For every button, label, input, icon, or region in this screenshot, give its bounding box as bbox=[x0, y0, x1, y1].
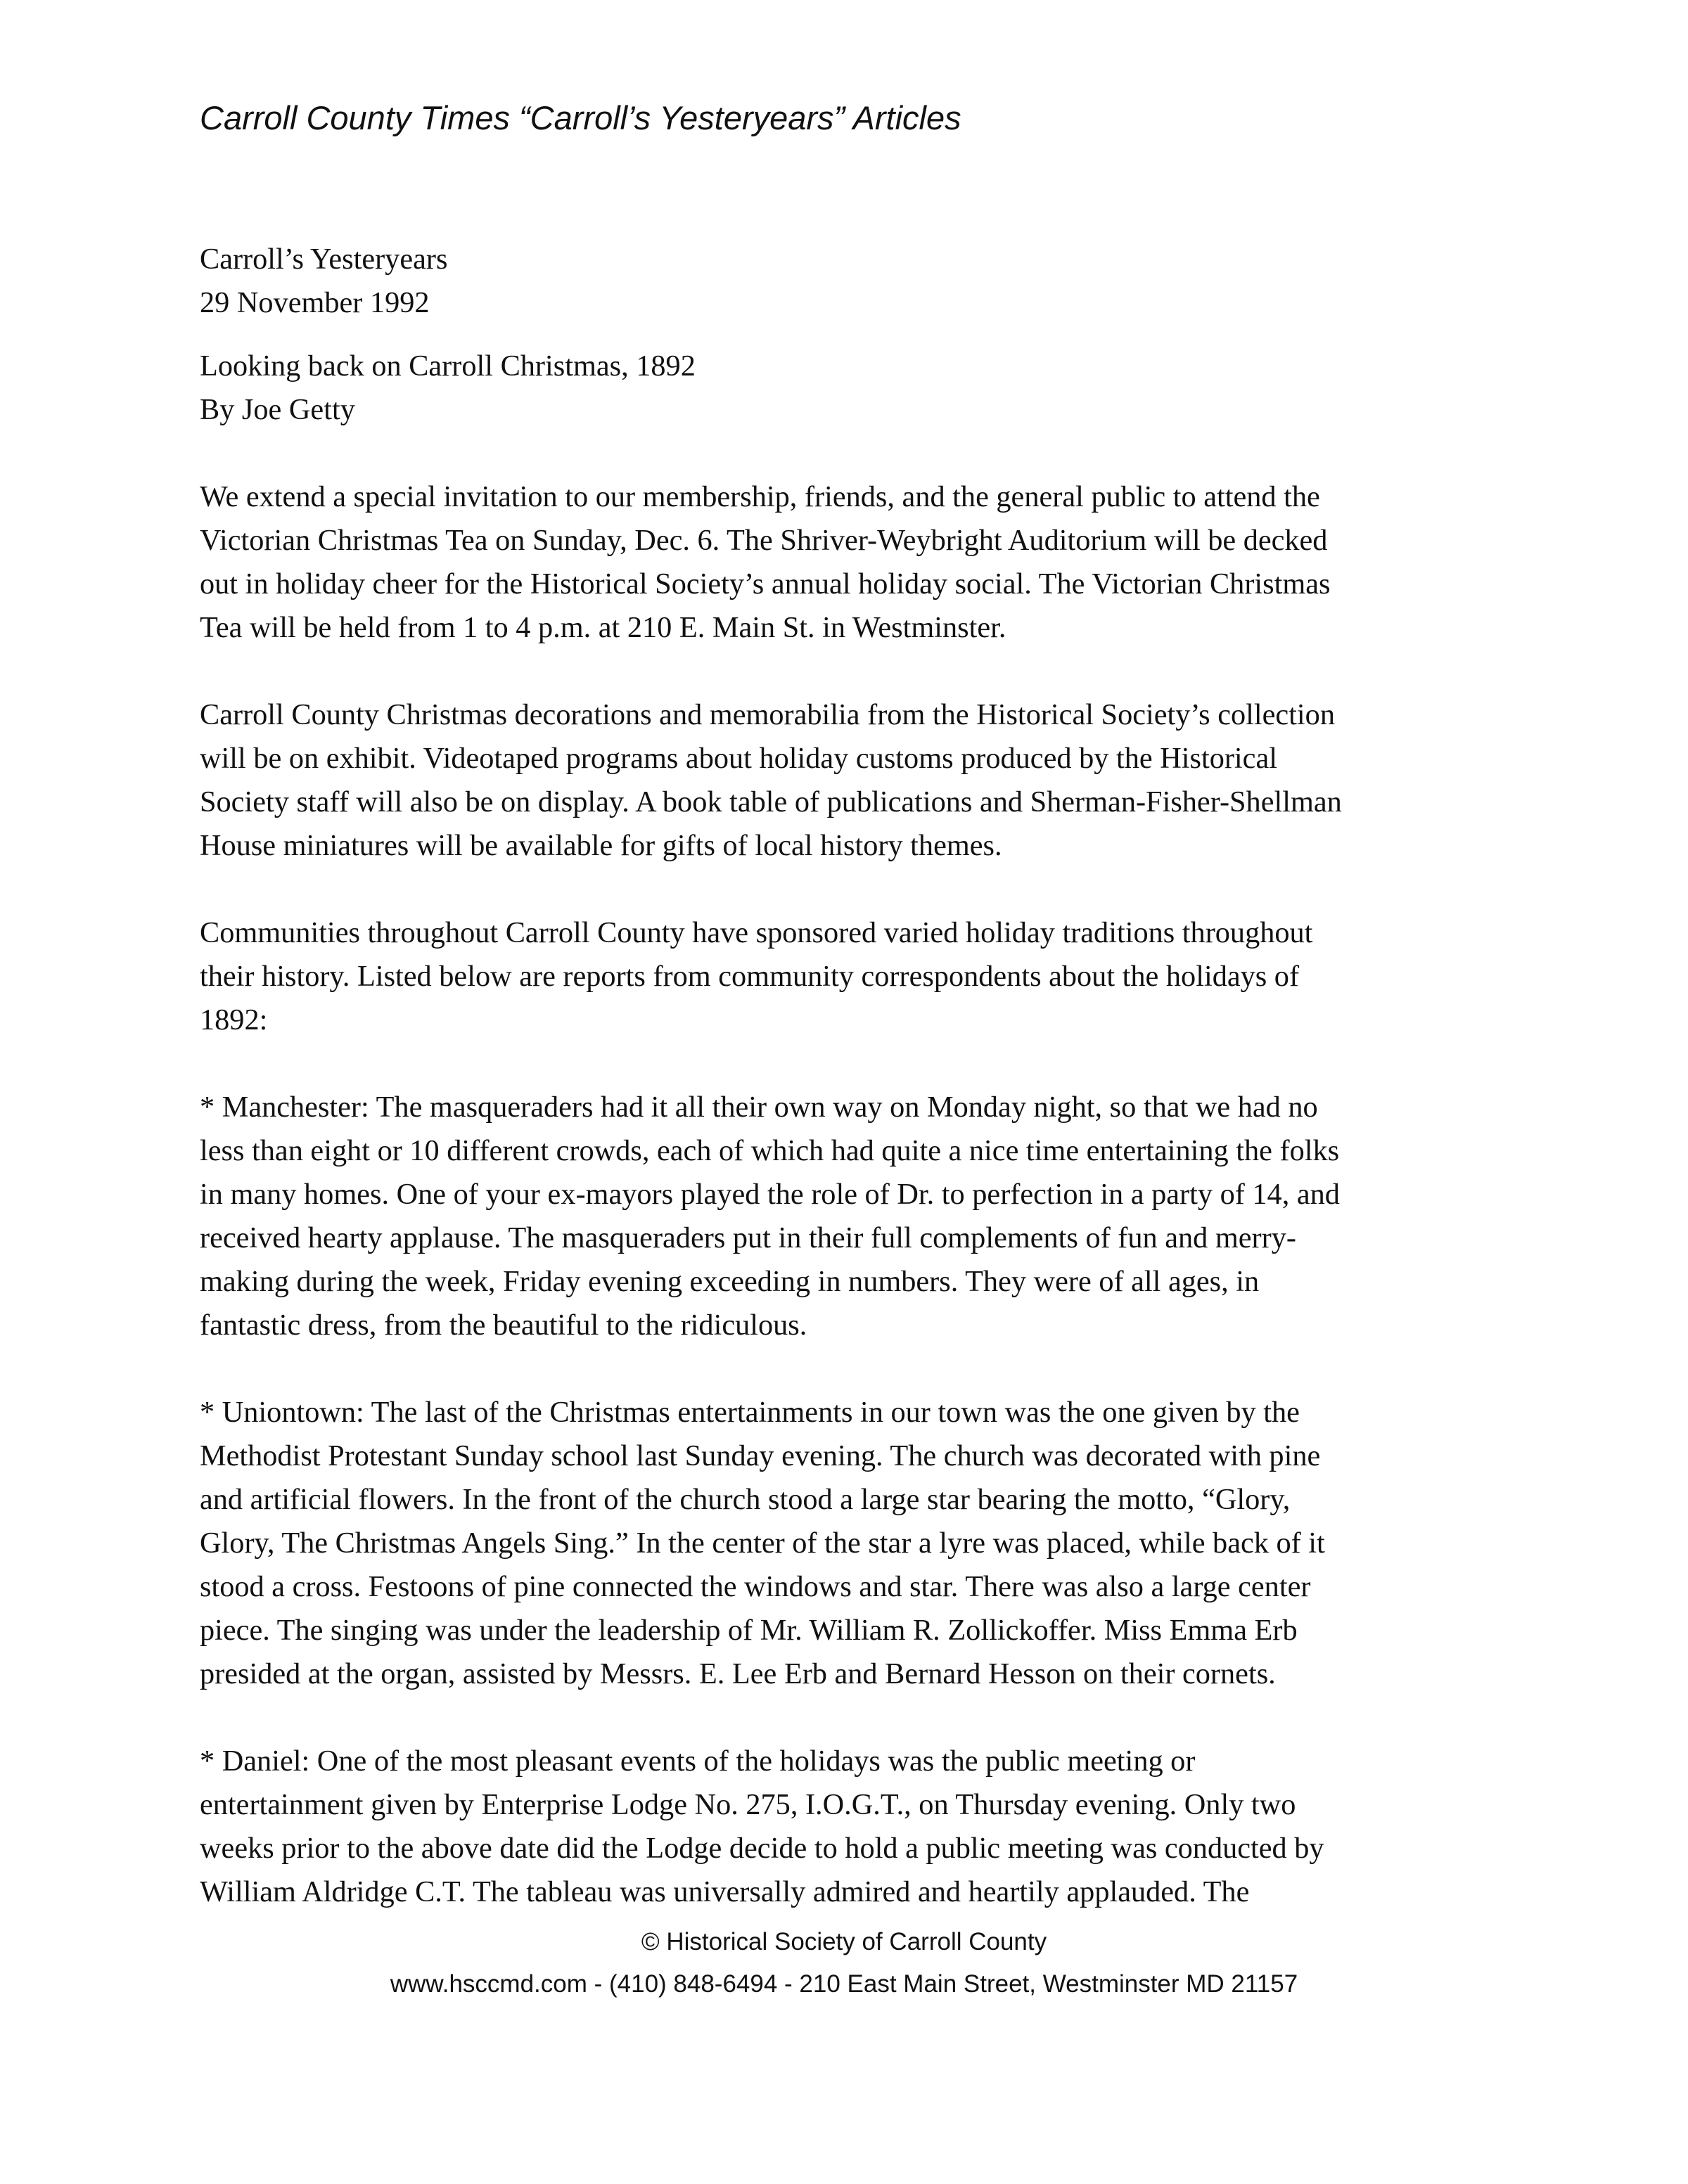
paragraph-line: received hearty applause. The masqueraders put in their full complements of fun and merry- bbox=[200, 1221, 1296, 1254]
paragraph-line: * Uniontown: The last of the Christmas entertainments in our town was the one given by the bbox=[200, 1396, 1300, 1429]
article-title-block bbox=[200, 345, 1508, 432]
paragraph-line: House miniatures will be available for gifts of local history themes. bbox=[200, 829, 1002, 862]
paragraph-line: weeks prior to the above date did the Lodge decide to hold a public meeting was conducted by bbox=[200, 1832, 1324, 1865]
article-body bbox=[200, 238, 1508, 1958]
paragraph-line: less than eight or 10 different crowds, each of which had quite a nice time entertaining the folks bbox=[200, 1134, 1340, 1167]
paragraph-line: Tea will be held from 1 to 4 p.m. at 210 E. Main St. in Westminster. bbox=[200, 611, 1006, 644]
article-byline: By Joe Getty bbox=[200, 393, 355, 426]
paragraph-line: Methodist Protestant Sunday school last Sunday evening. The church was decorated with pine bbox=[200, 1439, 1321, 1472]
paragraph-line: William Aldridge C.T. The tableau was universally admired and heartily applauded. The bbox=[200, 1875, 1250, 1908]
column-name: Carroll’s Yesteryears bbox=[200, 243, 448, 276]
paragraph-line: presided at the organ, assisted by Messrs. E. Lee Erb and Bernard Hesson on their cornets. bbox=[200, 1657, 1276, 1690]
page-footer bbox=[0, 1921, 1688, 2005]
paragraph-line: Communities throughout Carroll County have sponsored varied holiday traditions throughout bbox=[200, 916, 1313, 949]
paragraph-line: and artificial flowers. In the front of the church stood a large star bearing the motto, “Glory, bbox=[200, 1483, 1291, 1516]
footer-copyright: © Historical Society of Carroll County bbox=[641, 1928, 1047, 1955]
footer-contact: www.hsccmd.com - (410) 848-6494 - 210 East Main Street, Westminster MD 21157 bbox=[390, 1970, 1298, 1998]
paragraph-line: Society staff will also be on display. A book table of publications and Sherman-Fisher-Shellman bbox=[200, 785, 1342, 818]
paragraph-line: Victorian Christmas Tea on Sunday, Dec. 6. The Shriver-Weybright Auditorium will be decked bbox=[200, 524, 1328, 557]
paragraph-line: their history. Listed below are reports from community correspondents about the holidays of bbox=[200, 960, 1300, 993]
paragraph-uniontown bbox=[200, 1391, 1508, 1696]
article-date: 29 November 1992 bbox=[200, 286, 430, 319]
paragraph-exhibit bbox=[200, 693, 1508, 868]
paragraph-line: 1892: bbox=[200, 1003, 268, 1036]
article-headline: Looking back on Carroll Christmas, 1892 bbox=[200, 349, 696, 383]
paragraph-line: Carroll County Christmas decorations and memorabilia from the Historical Society’s collection bbox=[200, 698, 1335, 731]
paragraph-line: will be on exhibit. Videotaped programs about holiday customs produced by the Historical bbox=[200, 742, 1277, 775]
article-meta bbox=[200, 238, 1508, 325]
paragraph-daniel bbox=[200, 1740, 1508, 1914]
paragraph-line: * Manchester: The masqueraders had it all their own way on Monday night, so that we had no bbox=[200, 1091, 1318, 1124]
paragraph-line: stood a cross. Festoons of pine connected the windows and star. There was also a large center bbox=[200, 1570, 1311, 1603]
paragraph-line: making during the week, Friday evening exceeding in numbers. They were of all ages, in bbox=[200, 1265, 1260, 1298]
paragraph-line: Glory, The Christmas Angels Sing.” In the center of the star a lyre was placed, while back of it bbox=[200, 1527, 1325, 1560]
paragraph-line: in many homes. One of your ex-mayors played the role of Dr. to perfection in a party of 14, and bbox=[200, 1178, 1340, 1211]
paragraph-communities bbox=[200, 911, 1508, 1042]
paragraph-line: * Daniel: One of the most pleasant events of the holidays was the public meeting or bbox=[200, 1745, 1196, 1778]
paragraph-manchester bbox=[200, 1086, 1508, 1347]
paragraph-line: piece. The singing was under the leadership of Mr. William R. Zollickoffer. Miss Emma Erb bbox=[200, 1614, 1298, 1647]
page-header-title: Carroll County Times “Carroll’s Yesteryears” Articles bbox=[200, 99, 961, 136]
paragraph-line: We extend a special invitation to our membership, friends, and the general public to attend the bbox=[200, 480, 1320, 513]
paragraph-line: entertainment given by Enterprise Lodge No. 275, I.O.G.T., on Thursday evening. Only two bbox=[200, 1788, 1296, 1821]
paragraph-line: out in holiday cheer for the Historical Society’s annual holiday social. The Victorian Christmas bbox=[200, 567, 1331, 600]
paragraph-line: fantastic dress, from the beautiful to the ridiculous. bbox=[200, 1309, 807, 1342]
paragraph-invitation bbox=[200, 475, 1508, 650]
